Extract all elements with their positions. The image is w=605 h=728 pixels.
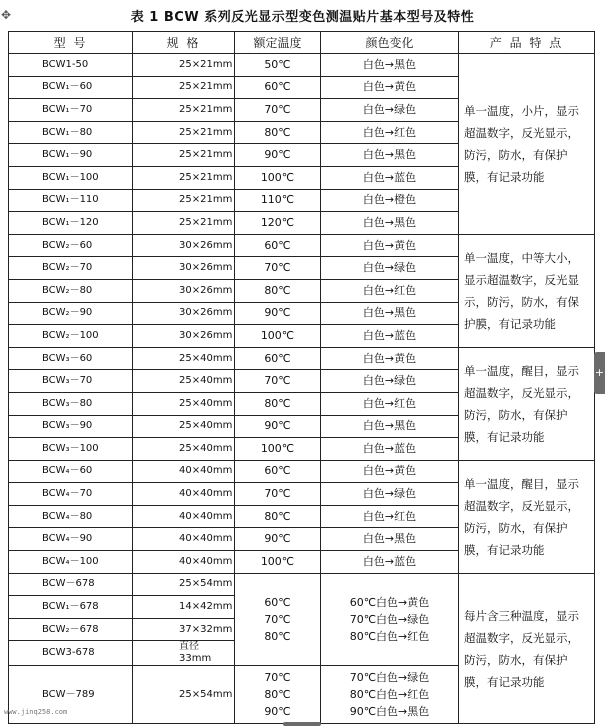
temp-cell: 100℃ bbox=[235, 166, 321, 189]
table-row bbox=[9, 234, 595, 257]
table-row bbox=[9, 460, 595, 483]
header-temp: 额定温度 bbox=[235, 32, 321, 54]
model-cell: BCW₃－70 bbox=[9, 370, 133, 393]
temp-cell: 60℃ bbox=[235, 460, 321, 483]
model-cell: BCW₄－80 bbox=[9, 505, 133, 528]
model-cell: BCW₂－90 bbox=[9, 302, 133, 325]
spec-table bbox=[8, 31, 595, 724]
model-cell: BCW₁－80 bbox=[9, 121, 133, 144]
feature-cell: 每片含三种温度，显示超温数字，反光显示，防污，防水，有保护膜，有记录功能 bbox=[459, 573, 595, 724]
temp-cell: 100℃ bbox=[235, 325, 321, 348]
model-cell: BCW₁－90 bbox=[9, 144, 133, 167]
table-title: 表 1 BCW 系列反光显示型变色测温贴片基本型号及特性 bbox=[130, 10, 475, 25]
temp-cell: 90℃ bbox=[235, 528, 321, 551]
temp-cell: 100℃ bbox=[235, 551, 321, 574]
color-cell: 白色→黄色 bbox=[321, 347, 459, 370]
multi-color-cell: 70℃白色→绿色 80℃白色→红色 90℃白色→黑色 bbox=[321, 666, 459, 724]
spec-cell: 25×54mm bbox=[133, 573, 235, 596]
table-row bbox=[9, 347, 595, 370]
color-cell: 白色→黑色 bbox=[321, 144, 459, 167]
model-cell: BCW₃－60 bbox=[9, 347, 133, 370]
spec-cell: 25×40mm bbox=[133, 415, 235, 438]
color-cell: 白色→黄色 bbox=[321, 460, 459, 483]
spec-cell: 25×21mm bbox=[133, 121, 235, 144]
temp-cell: 120℃ bbox=[235, 212, 321, 235]
table-row bbox=[9, 573, 595, 596]
color-cell: 白色→黑色 bbox=[321, 302, 459, 325]
spec-cell: 25×21mm bbox=[133, 189, 235, 212]
temp-cell: 60℃ bbox=[235, 76, 321, 99]
table-row bbox=[9, 54, 595, 77]
color-cell: 白色→橙色 bbox=[321, 189, 459, 212]
spec-cell: 30×26mm bbox=[133, 302, 235, 325]
temp-cell: 80℃ bbox=[235, 505, 321, 528]
spec-cell: 40×40mm bbox=[133, 528, 235, 551]
header-row bbox=[9, 32, 595, 54]
spec-cell: 直径 33mm bbox=[133, 641, 235, 666]
temp-cell: 60℃ bbox=[235, 234, 321, 257]
color-cell: 白色→绿色 bbox=[321, 483, 459, 506]
model-cell: BCW₁－60 bbox=[9, 76, 133, 99]
feature-cell: 单一温度，小片，显示超温数字，反光显示，防污，防水，有保护膜，有记录功能 bbox=[459, 54, 595, 235]
spec-cell: 37×32mm bbox=[133, 618, 235, 641]
watermark: www.jinq258.com bbox=[4, 708, 68, 716]
temp-cell: 80℃ bbox=[235, 121, 321, 144]
model-cell: BCW₂－678 bbox=[9, 618, 133, 641]
model-cell: BCW3-678 bbox=[9, 641, 133, 666]
multi-color-cell: 60℃白色→黄色 70℃白色→绿色 80℃白色→红色 bbox=[321, 573, 459, 666]
model-cell: BCW₄－100 bbox=[9, 551, 133, 574]
color-cell: 白色→黑色 bbox=[321, 415, 459, 438]
multi-temp-cell: 70℃ 80℃ 90℃ bbox=[235, 666, 321, 724]
spec-cell: 40×40mm bbox=[133, 460, 235, 483]
spec-cell: 30×26mm bbox=[133, 234, 235, 257]
model-cell: BCW₄－70 bbox=[9, 483, 133, 506]
spec-cell: 25×54mm bbox=[133, 666, 235, 724]
model-cell: BCW₂－70 bbox=[9, 257, 133, 280]
model-cell: BCW₁－100 bbox=[9, 166, 133, 189]
model-cell: BCW₄－90 bbox=[9, 528, 133, 551]
color-cell: 白色→绿色 bbox=[321, 370, 459, 393]
model-cell: BCW－789 bbox=[9, 666, 133, 724]
temp-cell: 110℃ bbox=[235, 189, 321, 212]
spec-cell: 30×26mm bbox=[133, 257, 235, 280]
spec-cell: 25×21mm bbox=[133, 144, 235, 167]
temp-cell: 50℃ bbox=[235, 54, 321, 77]
temp-cell: 70℃ bbox=[235, 483, 321, 506]
spec-cell: 25×40mm bbox=[133, 370, 235, 393]
spec-cell: 40×40mm bbox=[133, 551, 235, 574]
spec-cell: 25×21mm bbox=[133, 212, 235, 235]
spec-cell: 14×42mm bbox=[133, 596, 235, 619]
temp-cell: 60℃ bbox=[235, 347, 321, 370]
color-cell: 白色→黑色 bbox=[321, 54, 459, 77]
header-feature: 产 品 特 点 bbox=[459, 32, 595, 54]
color-cell: 白色→蓝色 bbox=[321, 325, 459, 348]
model-cell: BCW₂－80 bbox=[9, 279, 133, 302]
table-move-handle-icon[interactable]: ✥ bbox=[1, 8, 12, 22]
spec-cell: 25×21mm bbox=[133, 166, 235, 189]
color-cell: 白色→黄色 bbox=[321, 76, 459, 99]
spec-cell: 40×40mm bbox=[133, 505, 235, 528]
color-cell: 白色→蓝色 bbox=[321, 166, 459, 189]
color-cell: 白色→红色 bbox=[321, 121, 459, 144]
header-color: 颜色变化 bbox=[321, 32, 459, 54]
feature-cell: 单一温度，中等大小，显示超温数字，反光显示，防污，防水，有保护膜，有记录功能 bbox=[459, 234, 595, 347]
temp-cell: 90℃ bbox=[235, 144, 321, 167]
model-cell: BCW₃－90 bbox=[9, 415, 133, 438]
model-cell: BCW₂－60 bbox=[9, 234, 133, 257]
color-cell: 白色→红色 bbox=[321, 279, 459, 302]
model-cell: BCW₁－678 bbox=[9, 596, 133, 619]
color-cell: 白色→绿色 bbox=[321, 99, 459, 122]
color-cell: 白色→红色 bbox=[321, 392, 459, 415]
temp-cell: 70℃ bbox=[235, 370, 321, 393]
feature-cell: 单一温度，醒目，显示超温数字，反光显示，防污，防水，有保护膜，有记录功能 bbox=[459, 460, 595, 573]
model-cell: BCW₃－100 bbox=[9, 438, 133, 461]
spec-cell: 25×40mm bbox=[133, 347, 235, 370]
temp-cell: 80℃ bbox=[235, 392, 321, 415]
spec-cell: 25×21mm bbox=[133, 76, 235, 99]
color-cell: 白色→蓝色 bbox=[321, 438, 459, 461]
model-cell: BCW₁－70 bbox=[9, 99, 133, 122]
scroll-indicator[interactable] bbox=[283, 722, 321, 726]
model-cell: BCW₁－120 bbox=[9, 212, 133, 235]
color-cell: 白色→红色 bbox=[321, 505, 459, 528]
temp-cell: 90℃ bbox=[235, 415, 321, 438]
side-expand-icon[interactable]: + bbox=[594, 352, 605, 394]
model-cell: BCW₃－80 bbox=[9, 392, 133, 415]
spec-cell: 25×40mm bbox=[133, 438, 235, 461]
temp-cell: 70℃ bbox=[235, 99, 321, 122]
model-cell: BCW₄－60 bbox=[9, 460, 133, 483]
model-cell: BCW－678 bbox=[9, 573, 133, 596]
feature-cell: 单一温度，醒目，显示超温数字，反光显示，防污，防水，有保护膜，有记录功能 bbox=[459, 347, 595, 460]
spec-cell: 30×26mm bbox=[133, 279, 235, 302]
header-spec: 规 格 bbox=[133, 32, 235, 54]
temp-cell: 80℃ bbox=[235, 279, 321, 302]
spec-cell: 25×21mm bbox=[133, 99, 235, 122]
color-cell: 白色→黑色 bbox=[321, 528, 459, 551]
temp-cell: 70℃ bbox=[235, 257, 321, 280]
temp-cell: 90℃ bbox=[235, 302, 321, 325]
color-cell: 白色→绿色 bbox=[321, 257, 459, 280]
spec-cell: 40×40mm bbox=[133, 483, 235, 506]
multi-temp-cell: 60℃ 70℃ 80℃ bbox=[235, 573, 321, 666]
color-cell: 白色→黄色 bbox=[321, 234, 459, 257]
color-cell: 白色→黑色 bbox=[321, 212, 459, 235]
model-cell: BCW₁－110 bbox=[9, 189, 133, 212]
model-cell: BCW₂－100 bbox=[9, 325, 133, 348]
spec-cell: 25×40mm bbox=[133, 392, 235, 415]
spec-cell: 30×26mm bbox=[133, 325, 235, 348]
model-cell: BCW1-50 bbox=[9, 54, 133, 77]
temp-cell: 100℃ bbox=[235, 438, 321, 461]
header-model: 型 号 bbox=[9, 32, 133, 54]
spec-cell: 25×21mm bbox=[133, 54, 235, 77]
color-cell: 白色→蓝色 bbox=[321, 551, 459, 574]
